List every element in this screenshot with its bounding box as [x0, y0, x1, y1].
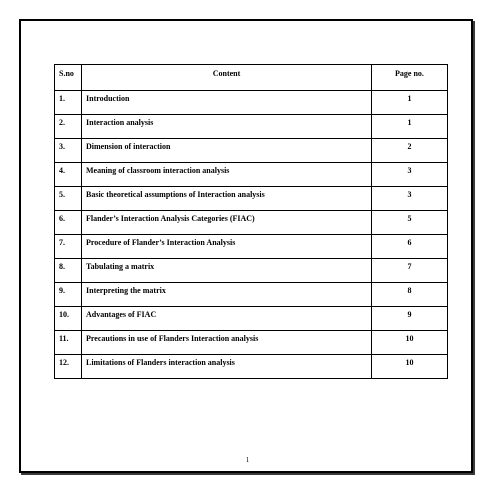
row-page: 5 [372, 211, 448, 235]
row-sno: 8. [55, 259, 82, 283]
table-row [55, 187, 448, 211]
row-content: Tabulating a matrix [82, 259, 372, 283]
header-content: Content [82, 65, 372, 91]
table-row [55, 331, 448, 355]
row-content: Flander’s Interaction Analysis Categories (FIAC) [82, 211, 372, 235]
header-sno: S.no [55, 65, 82, 91]
table-row [55, 283, 448, 307]
row-sno: 3. [55, 139, 82, 163]
row-page: 8 [372, 283, 448, 307]
table-row [55, 259, 448, 283]
row-sno: 10. [55, 307, 82, 331]
table-header-row [55, 65, 448, 91]
row-sno: 4. [55, 163, 82, 187]
table-row [55, 235, 448, 259]
table-row [55, 139, 448, 163]
row-page: 10 [372, 331, 448, 355]
table-row [55, 115, 448, 139]
row-page: 9 [372, 307, 448, 331]
row-page: 10 [372, 355, 448, 379]
row-sno: 12. [55, 355, 82, 379]
row-content: Basic theoretical assumptions of Interaction analysis [82, 187, 372, 211]
row-sno: 7. [55, 235, 82, 259]
table-row [55, 211, 448, 235]
row-content: Dimension of interaction [82, 139, 372, 163]
row-page: 3 [372, 187, 448, 211]
row-content: Precautions in use of Flanders Interaction analysis [82, 331, 372, 355]
row-page: 2 [372, 139, 448, 163]
header-page-no: Page no. [372, 65, 448, 91]
row-sno: 6. [55, 211, 82, 235]
row-page: 1 [372, 115, 448, 139]
row-content: Interpreting the matrix [82, 283, 372, 307]
row-page: 7 [372, 259, 448, 283]
row-sno: 11. [55, 331, 82, 355]
row-sno: 9. [55, 283, 82, 307]
row-page: 3 [372, 163, 448, 187]
row-content: Introduction [82, 91, 372, 115]
table-row [55, 91, 448, 115]
row-content: Procedure of Flander’s Interaction Analysis [82, 235, 372, 259]
table-row [55, 307, 448, 331]
table-row [55, 355, 448, 379]
page-number: 1 [245, 456, 250, 464]
table-row [55, 163, 448, 187]
row-sno: 2. [55, 115, 82, 139]
row-sno: 1. [55, 91, 82, 115]
row-sno: 5. [55, 187, 82, 211]
row-content: Meaning of classroom interaction analysis [82, 163, 372, 187]
row-content: Limitations of Flanders interaction analysis [82, 355, 372, 379]
table-of-contents [54, 64, 448, 379]
row-content: Interaction analysis [82, 115, 372, 139]
row-content: Advantages of FIAC [82, 307, 372, 331]
row-page: 1 [372, 91, 448, 115]
row-page: 6 [372, 235, 448, 259]
